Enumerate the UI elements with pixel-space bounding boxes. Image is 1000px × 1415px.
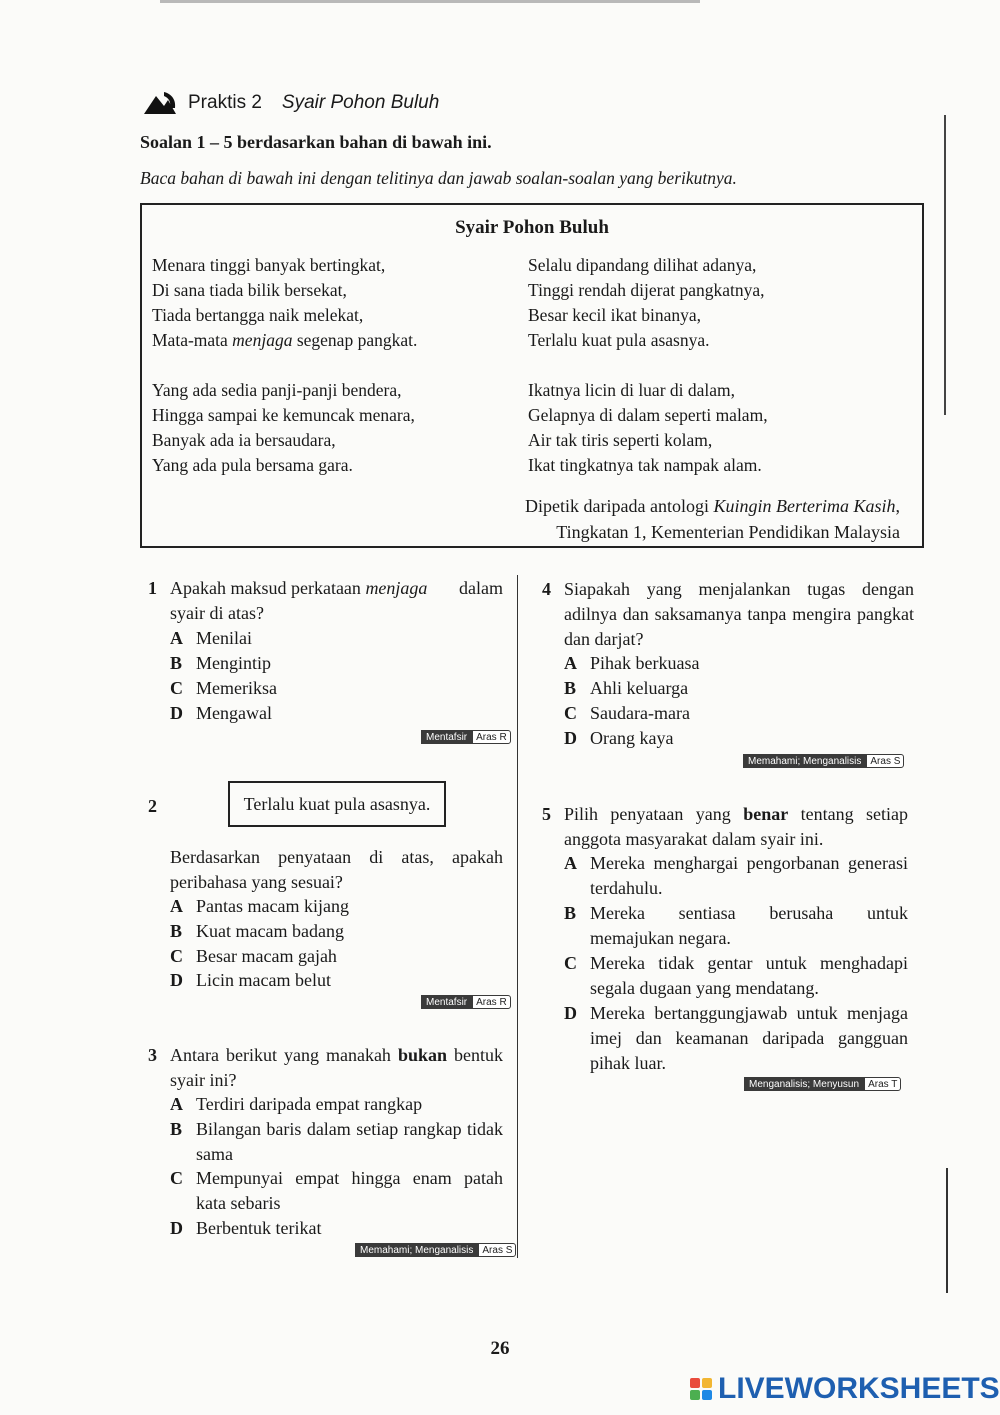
stanza-line: Terlalu kuat pula asasnya. <box>528 330 710 350</box>
option-d[interactable] <box>564 726 673 751</box>
option-c[interactable] <box>564 951 908 1001</box>
stanza-line: Ikatnya licin di luar di dalam, <box>528 380 736 400</box>
logo-square <box>702 1390 712 1400</box>
tag-skill: Menganalisis; Menyusun <box>744 1077 864 1091</box>
text-plain: dalam <box>459 578 503 598</box>
option-letter: D <box>170 970 183 990</box>
question-text <box>170 1043 503 1093</box>
skill-tag <box>743 754 904 768</box>
option-text: Saudara-mara <box>590 703 690 723</box>
option-c[interactable] <box>170 944 337 969</box>
option-b[interactable] <box>170 1117 503 1167</box>
source-line-2: Tingkatan 1, Kementerian Pendidikan Malaysia <box>556 522 900 542</box>
question-number: 4 <box>542 579 551 599</box>
stanza-line: Selalu dipandang dilihat adanya, <box>528 255 757 275</box>
logo-square <box>690 1390 700 1400</box>
option-text: Mereka bertanggungjawab untuk menjaga imej dan keamanan daripada gangguan pihak luar. <box>590 1003 908 1073</box>
option-text: Mengintip <box>196 653 271 673</box>
option-letter: B <box>170 921 183 941</box>
poem-title: Syair Pohon Buluh <box>455 217 609 238</box>
praktis-title: Syair Pohon Buluh <box>281 92 440 113</box>
option-d[interactable] <box>170 701 272 726</box>
stanza-3 <box>528 253 765 353</box>
option-letter: C <box>170 678 183 698</box>
text-plain: tentang setiap anggota masyarakat dalam syair ini. <box>564 804 908 849</box>
tag-skill: Mentafsir <box>421 995 472 1009</box>
praktis-logo-icon <box>142 90 178 116</box>
option-letter: C <box>170 1168 183 1188</box>
instruction-text: Baca bahan di bawah ini dengan telitinya dan jawab soalan-soalan yang berikutnya. <box>140 168 737 188</box>
option-text: Kuat macam badang <box>196 921 344 941</box>
option-letter: A <box>564 653 577 673</box>
option-text: Memeriksa <box>196 678 277 698</box>
option-b[interactable] <box>564 676 688 701</box>
option-a[interactable] <box>170 894 349 919</box>
question-text <box>564 802 908 852</box>
right-scan-line <box>944 115 946 415</box>
text-bold: bukan <box>397 1045 447 1065</box>
option-b[interactable] <box>170 651 271 676</box>
source-line-1 <box>525 493 900 519</box>
line-italic-word: menjaga <box>232 330 293 350</box>
skill-tag <box>421 995 511 1009</box>
option-text: Berbentuk terikat <box>196 1218 322 1238</box>
option-c[interactable] <box>170 676 277 701</box>
text-plain: Pilih penyataan yang <box>564 804 744 824</box>
option-text: Terdiri daripada empat rangkap <box>196 1094 423 1114</box>
tag-skill: Memahami; Menganalisis <box>355 1243 478 1257</box>
option-letter: B <box>170 1119 183 1139</box>
stanza-line: Tinggi rendah dijerat pangkatnya, <box>528 280 765 300</box>
option-d[interactable] <box>564 1001 908 1076</box>
stanza-line: Besar kecil ikat binanya, <box>528 305 701 325</box>
option-text: Pihak berkuasa <box>590 653 700 673</box>
line-text: Mata-mata <box>152 330 233 350</box>
tag-level: Aras S <box>866 754 904 768</box>
text-bold: benar <box>743 804 789 824</box>
liveworksheets-logo-icon <box>690 1378 712 1400</box>
text-italic: menjaga <box>365 578 428 598</box>
tag-level: Aras T <box>864 1077 901 1091</box>
page-number: 26 <box>490 1338 510 1359</box>
option-letter: A <box>170 896 183 916</box>
skill-tag <box>355 1243 516 1257</box>
stanza-line: Air tak tiris seperti kolam, <box>528 430 713 450</box>
question-number: 3 <box>148 1045 157 1065</box>
option-letter: D <box>170 1218 183 1238</box>
option-letter: D <box>564 728 577 748</box>
option-letter: A <box>564 853 577 873</box>
option-text: Mengawal <box>196 703 272 723</box>
option-a[interactable] <box>170 1092 503 1117</box>
question-text: Berdasarkan penyataan di atas, apakah peribahasa yang sesuai? <box>170 847 503 892</box>
stanza-2 <box>152 378 415 478</box>
text-plain: Antara berikut yang manakah <box>170 1045 398 1065</box>
option-a[interactable] <box>170 626 252 651</box>
text-segment <box>170 576 427 601</box>
question-number: 1 <box>148 578 157 598</box>
stanza-line: Yang ada sedia panji-panji bendera, <box>152 380 402 400</box>
text-plain: bentuk syair ini? <box>170 1045 503 1090</box>
option-letter: C <box>564 703 577 723</box>
tag-level: Aras R <box>472 730 511 744</box>
top-scan-line <box>160 0 700 3</box>
option-b[interactable] <box>170 919 344 944</box>
option-text: Mereka tidak gentar untuk menghadapi segala dugaan yang mendatang. <box>590 953 908 998</box>
logo-square <box>702 1378 712 1388</box>
option-text: Orang kaya <box>590 728 674 748</box>
option-text: Menilai <box>196 628 252 648</box>
poem-source <box>525 493 900 545</box>
stanza-line: Gelapnya di dalam seperti malam, <box>528 405 768 425</box>
stanza-line <box>152 328 417 353</box>
poem-box <box>140 203 924 548</box>
option-text: Ahli keluarga <box>590 678 689 698</box>
stanza-line: Yang ada pula bersama gara. <box>152 455 353 475</box>
stanza-line: Tiada bertangga naik melekat, <box>152 305 364 325</box>
source-text: , <box>895 496 900 516</box>
question-text: Siapakah yang menjalankan tugas dengan adilnya dan saksamanya tanpa mengira pangkat dan darjat? <box>564 579 914 649</box>
praktis-heading <box>142 90 439 116</box>
stanza-4 <box>528 378 768 478</box>
source-text: Dipetik daripada antologi <box>525 496 714 516</box>
stanza-line: Banyak ada ia bersaudara, <box>152 430 336 450</box>
question-line-2: syair di atas? <box>170 603 264 623</box>
stanza-line: Ikat tingkatnya tak nampak alam. <box>528 455 762 475</box>
option-c[interactable] <box>170 1166 503 1216</box>
liveworksheets-brand[interactable] <box>690 1372 1000 1406</box>
logo-square <box>690 1378 700 1388</box>
option-a[interactable] <box>564 851 908 901</box>
skill-tag <box>744 1077 901 1091</box>
option-letter: B <box>564 678 577 698</box>
question-text <box>170 576 503 626</box>
stanza-line: Hingga sampai ke kemuncak menara, <box>152 405 415 425</box>
question-number: 5 <box>542 804 551 824</box>
tag-level: Aras R <box>472 995 511 1009</box>
stanza-1 <box>152 253 417 353</box>
text-plain: Apakah maksud perkataan <box>170 578 366 598</box>
stanza-line: Menara tinggi banyak bertingkat, <box>152 255 386 275</box>
option-text: Mempunyai empat hingga enam patah kata sebaris <box>196 1168 503 1213</box>
option-a[interactable] <box>564 651 699 676</box>
option-text: Mereka menghargai pengorbanan generasi terdahulu. <box>590 853 908 898</box>
option-text: Pantas macam kijang <box>196 896 349 916</box>
option-letter: B <box>170 653 183 673</box>
soalan-heading: Soalan 1 – 5 berdasarkan bahan di bawah ini. <box>140 132 492 152</box>
option-letter: D <box>170 703 183 723</box>
question-number: 2 <box>148 796 157 816</box>
praktis-label: Praktis 2 <box>188 92 262 113</box>
option-text: Besar macam gajah <box>196 946 337 966</box>
option-letter: C <box>564 953 577 973</box>
option-text: Mereka sentiasa berusaha untuk memajukan negara. <box>590 903 908 948</box>
stanza-line: Di sana tiada bilik bersekat, <box>152 280 347 300</box>
option-letter: A <box>170 628 183 648</box>
option-d[interactable] <box>170 968 331 993</box>
skill-tag <box>421 730 511 744</box>
brand-text: LIVEWORKSHEETS <box>718 1372 1000 1405</box>
option-text: Licin macam belut <box>196 970 331 990</box>
column-divider <box>517 575 518 1258</box>
tag-skill: Mentafsir <box>421 730 472 744</box>
right-scan-line-lower <box>946 1168 948 1293</box>
option-letter: C <box>170 946 183 966</box>
option-letter: B <box>564 903 577 923</box>
line-text: segenap pangkat. <box>292 330 418 350</box>
question-line-1 <box>170 576 503 601</box>
option-b[interactable] <box>564 901 908 951</box>
option-text: Bilangan baris dalam setiap rangkap tidak sama <box>196 1119 503 1164</box>
option-letter: A <box>170 1094 183 1114</box>
tag-level: Aras S <box>478 1243 516 1257</box>
source-book-title: Kuingin Berterima Kasih <box>713 496 896 516</box>
option-c[interactable] <box>564 701 690 726</box>
option-letter: D <box>564 1003 577 1023</box>
tag-skill: Memahami; Menganalisis <box>743 754 866 768</box>
statement-box: Terlalu kuat pula asasnya. <box>228 781 446 827</box>
